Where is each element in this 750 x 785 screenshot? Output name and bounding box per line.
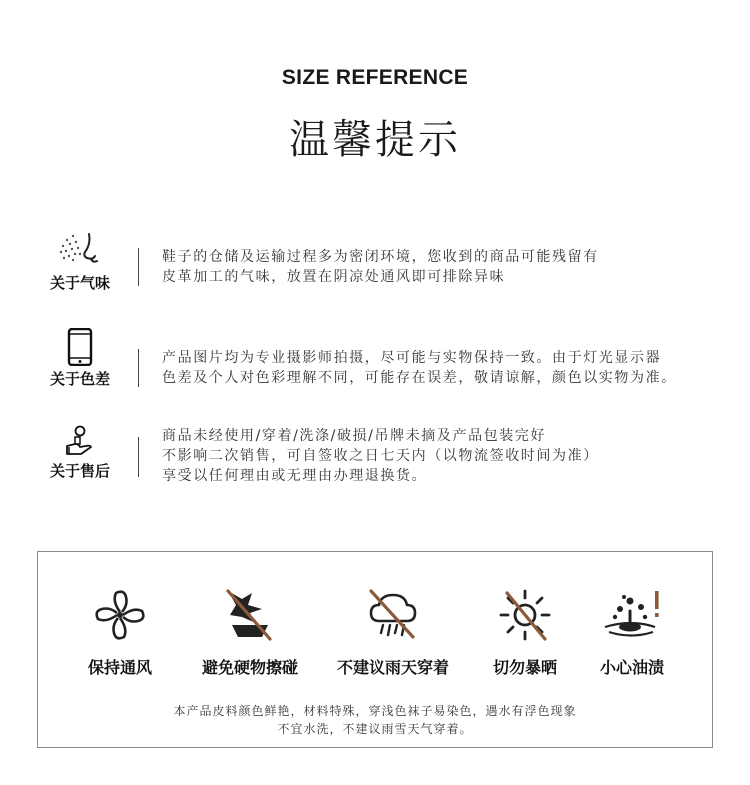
no-sun-icon (497, 587, 553, 643)
care-instructions-box (37, 551, 713, 748)
care-item-oil (562, 587, 702, 678)
care-label-sun: 切勿暴晒 (492, 658, 557, 677)
nose-smell-icon (55, 230, 105, 270)
care-label-oil: 小心油渍 (599, 658, 664, 677)
header-title-en: SIZE REFERENCE (281, 66, 469, 89)
fan-ventilation-icon (92, 587, 148, 643)
care-item-ventilation (50, 587, 190, 678)
care-label-hard-objects: 避免硬物擦碰 (201, 658, 298, 677)
header-title-zh: 温馨提示 (289, 117, 461, 163)
notice-smell-text: 鞋子的仓储及运输过程多为密闭环境，您收到的商品可能残留有 皮革加工的气味，放置在阴凉处通风即可排除异味 (162, 249, 599, 285)
notice-smell-label: 关于气味 (49, 274, 110, 292)
care-note: 本产品皮料颜色鲜艳，材料特殊，穿浅色袜子易染色，遇水有浮色现象 不宜水洗，不建议雨雪天气穿着。 (173, 704, 577, 736)
no-rain-icon (365, 587, 421, 643)
hand-service-icon (63, 424, 97, 458)
care-label-ventilation: 保持通风 (87, 658, 152, 677)
notice-color-text: 产品图片均为专业摄影师拍摄，尽可能与实物保持一致。由于灯光显示器 色差及个人对色彩理解不同，可能存在误差，敬请谅解，颜色以实物为准。 (162, 350, 677, 386)
divider (138, 349, 139, 387)
notice-color-label: 关于色差 (49, 370, 110, 388)
smartphone-icon (66, 328, 94, 366)
oil-splash-icon (601, 587, 663, 643)
divider (138, 248, 139, 286)
care-item-rain (323, 587, 463, 678)
no-hard-objects-icon (222, 587, 278, 643)
care-item-hard-objects (180, 587, 320, 678)
care-label-rain: 不建议雨天穿着 (336, 658, 449, 677)
divider (138, 437, 139, 477)
notice-aftersales-text: 商品未经使用/穿着/洗涤/破损/吊牌未摘及产品包装完好 不影响二次销售，可自签收之日七天内（以物流签收时间为准） 享受以任何理由或无理由办理退换货。 (162, 428, 599, 484)
notice-aftersales-label: 关于售后 (49, 462, 110, 480)
